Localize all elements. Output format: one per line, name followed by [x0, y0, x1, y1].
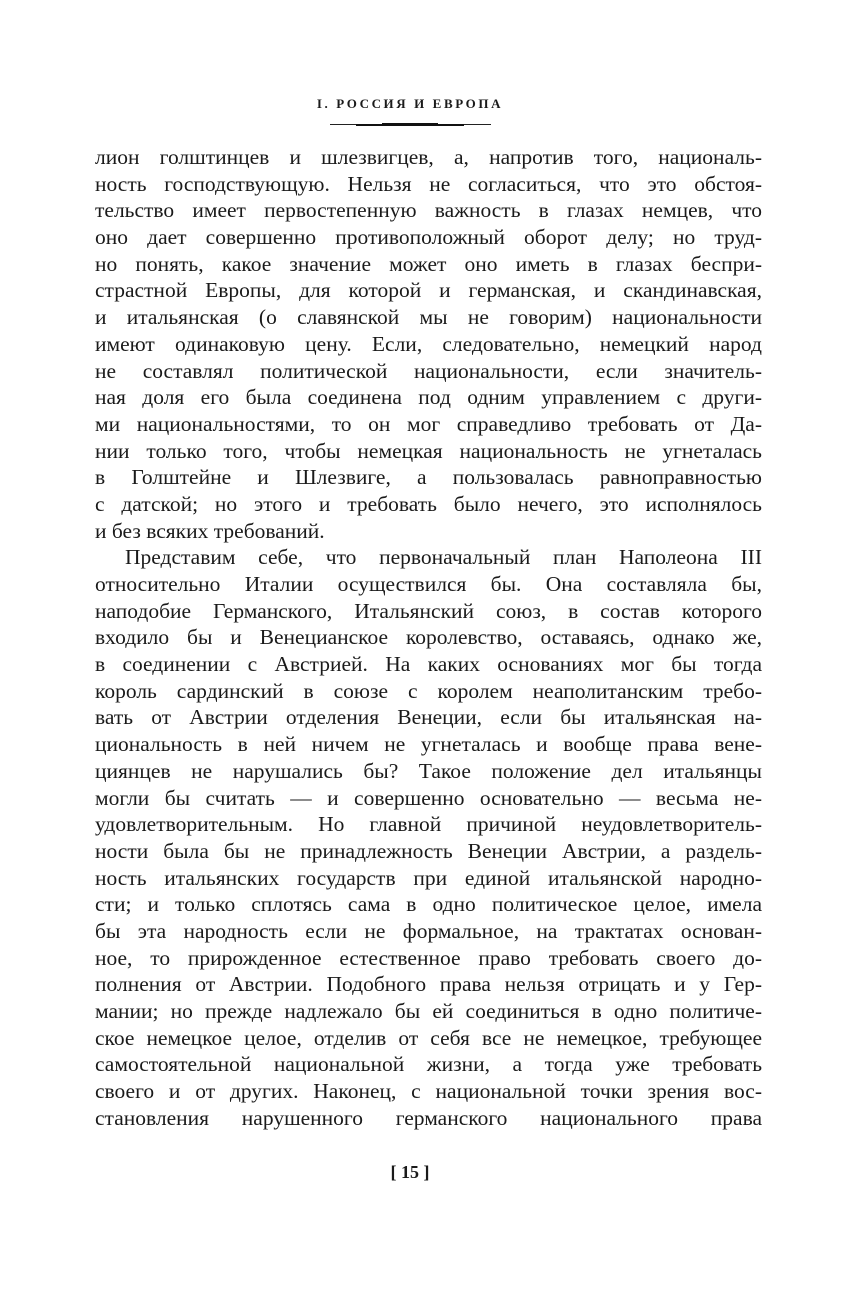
- running-head: I. РОССИЯ И ЕВРОПА: [316, 96, 504, 111]
- text-line: ности была бы не принадлежность Венеции Австрии, а раздель-: [95, 838, 762, 863]
- page-number: [ 15 ]: [390, 1162, 430, 1182]
- text-line: циональность в ней ничем не угнеталась и вообще права вене-: [95, 732, 762, 757]
- text-line: и итальянская (о славянской мы не говорим) национальности: [95, 305, 762, 330]
- text-line: ми национальностями, то он мог справедливо требовать от Да-: [95, 411, 762, 436]
- text-line: оно дает совершенно противоположный оборот делу; но труд-: [95, 225, 762, 250]
- text-line: ность господствующую. Нельзя не согласиться, что это обстоя-: [95, 171, 762, 196]
- header-rule-center: [382, 123, 438, 126]
- text-line: Представим себе, что первоначальный план Наполеона III: [125, 545, 762, 570]
- text-line: но понять, какое значение может оно иметь в глазах беспри-: [95, 251, 762, 276]
- text-line: король сардинский в союзе с королем неаполитанским требо-: [95, 678, 762, 703]
- text-line: ность итальянских государств при единой итальянской народно-: [95, 865, 762, 890]
- text-line: нии только того, чтобы немецкая национальность не угнеталась: [95, 438, 762, 463]
- text-line: вать от Австрии отделения Венеции, если бы итальянская на-: [95, 705, 762, 730]
- text-line: удовлетворительным. Но главной причиной неудовлетворитель-: [95, 812, 762, 837]
- text-line: самостоятельной национальной жизни, а тогда уже требовать: [95, 1052, 762, 1077]
- paragraph-2: [95, 544, 762, 1131]
- text-line: не составлял политической национальности, если значитель-: [95, 358, 762, 383]
- paragraph-1: [95, 144, 762, 544]
- text-line: входило бы и Венецианское королевство, оставаясь, однако же,: [95, 625, 762, 650]
- text-line: лион голштинцев и шлезвигцев, а, напротив того, националь-: [95, 145, 762, 169]
- text-line: полнения от Австрии. Подобного права нельзя отрицать и у Гер-: [95, 972, 762, 997]
- text-line: ное, то прирожденное естественное право требовать своего до-: [95, 945, 762, 970]
- text-line: страстной Европы, для которой и германская, и скандинавская,: [95, 278, 762, 303]
- text-line: циянцев не нарушались бы? Такое положение дел итальянцы: [95, 758, 762, 783]
- text-line: сти; и только сплотясь сама в одно политическое целое, имела: [95, 892, 762, 917]
- text-line: ское немецкое целое, отделив от себя все не немецкое, требующее: [95, 1025, 762, 1050]
- text-line: относительно Италии осуществился бы. Она составляла бы,: [95, 572, 762, 596]
- body-text: [95, 144, 762, 1131]
- text-line: тельство имеет первостепенную важность в глазах немцев, что: [95, 198, 762, 223]
- text-line: своего и от других. Наконец, с национальной точки зрения вос-: [95, 1079, 762, 1104]
- text-line: в соединении с Австрией. На каких основаниях мог бы тогда: [95, 652, 762, 677]
- text-line: и без всяких требований.: [95, 518, 325, 543]
- text-line: имеют одинаковую цену. Если, следовательно, немецкий народ: [95, 331, 762, 356]
- text-line: могли бы считать — и совершенно основательно — весьма не-: [95, 785, 762, 810]
- text-line: наподобие Германского, Итальянский союз, в состав которого: [95, 598, 762, 623]
- text-line: бы эта народность если не формальное, на трактатах основан-: [95, 918, 762, 943]
- text-line: ная доля его была соединена под одним управлением с други-: [95, 385, 762, 410]
- text-line: в Голштейне и Шлезвиге, а пользовалась равноправностью: [95, 465, 762, 490]
- text-line: с датской; но этого и требовать было нечего, это исполнялось: [95, 491, 762, 516]
- text-line: становления нарушенного германского национального права: [95, 1105, 762, 1130]
- text-line: мании; но прежде надлежало бы ей соединиться в одно политиче-: [95, 999, 762, 1023]
